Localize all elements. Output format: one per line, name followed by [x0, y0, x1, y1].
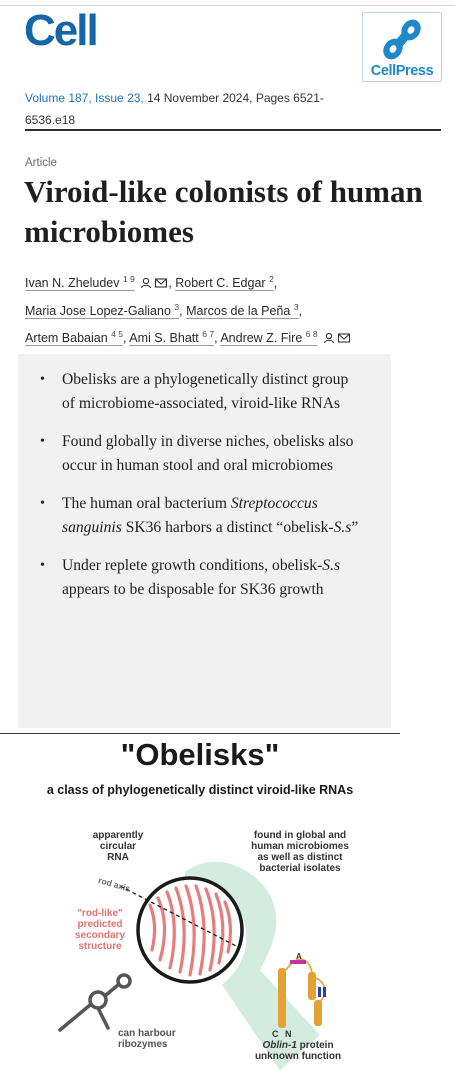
- label-ribozymes: can harbour ribozymes: [118, 1028, 176, 1050]
- highlight-text: Obelisks are a phylogenetically distinct group of microbiome-associated, viroid-like RNAs: [62, 371, 349, 412]
- affiliation-refs[interactable]: 1 9: [122, 274, 135, 284]
- cell-journal-logo[interactable]: Cell: [24, 6, 97, 55]
- affiliation-refs[interactable]: 4 5: [111, 329, 123, 340]
- label-circular-rna: apparently circular RNA: [92, 830, 144, 863]
- highlight-text: SK36 harbors a distinct “obelisk-: [121, 519, 334, 536]
- author-link[interactable]: [220, 331, 317, 345]
- label-rod-axis: rod axis: [97, 875, 132, 894]
- species-abbrev: S.s: [322, 557, 341, 574]
- author-link[interactable]: [175, 276, 274, 290]
- author-link[interactable]: [25, 276, 135, 290]
- citation-details: 14 November 2024, Pages 6521-6536.e18: [25, 91, 324, 127]
- label-n-terminus: N: [285, 1029, 292, 1039]
- citation-line: [25, 87, 340, 131]
- label-oblin-protein: [248, 1040, 348, 1062]
- affiliation-refs[interactable]: 6 8: [305, 329, 318, 340]
- cellpress-label: CellPress: [370, 63, 434, 79]
- affiliation-refs[interactable]: 3: [293, 301, 299, 312]
- label-rod-like: "rod-like" predicted secondary structure: [74, 908, 126, 952]
- highlight-item: [18, 492, 391, 540]
- cellpress-logo[interactable]: [362, 12, 442, 82]
- species-name: Streptococcus sanguinis: [62, 495, 318, 536]
- author-link[interactable]: [25, 331, 123, 345]
- affiliation-refs[interactable]: 6 7: [202, 329, 215, 340]
- author-link[interactable]: [129, 331, 214, 345]
- species-abbrev: S.s: [333, 519, 352, 536]
- highlight-item: [18, 368, 391, 416]
- author-name: Maria Jose Lopez-Galiano: [25, 303, 171, 318]
- author-list: Ivan N. Zheludev $^{1 9}$ , Robert C. Edgar $^2$, Maria Jose Lopez-Galiano $^3$, Marcos de la Peña $^3$, Artem Babaian $^{4 5}$, Ami S. Bhatt $^{6 7}$, Andrew Z. Fire $^{6 8}$: [25, 268, 445, 351]
- author-link[interactable]: [25, 301, 180, 318]
- article-title: Viroid-like colonists of human microbiomes: [24, 174, 423, 249]
- author-name: Marcos de la Peña: [186, 303, 291, 318]
- author-name: Robert C. Edgar: [175, 276, 266, 291]
- graphical-abstract-divider: [0, 733, 400, 734]
- highlight-item: [18, 554, 391, 602]
- author-name: Ivan N. Zheludev: [25, 276, 120, 291]
- author-name: Ami S. Bhatt: [129, 331, 199, 346]
- highlight-text: ”: [351, 519, 359, 536]
- label-c-terminus: C: [272, 1029, 279, 1039]
- graphical-abstract-title: "Obelisks": [120, 737, 280, 772]
- article-type: Article: [25, 157, 57, 169]
- highlights-box: [18, 354, 391, 728]
- ribozyme-icon: [60, 975, 130, 1030]
- highlights-list: [18, 368, 391, 616]
- highlight-item: [18, 430, 391, 478]
- graphical-abstract-subtitle: a class of phylogenetically distinct viroid-like RNAs: [46, 783, 354, 797]
- highlight-text: appears to be disposable for SK36 growth: [62, 581, 324, 598]
- oblin-desc: protein unknown function: [254, 1040, 342, 1062]
- affiliation-refs[interactable]: 3: [174, 301, 180, 312]
- highlight-text: The human oral bacterium: [62, 495, 231, 512]
- oblin-name: Oblin-1: [262, 1040, 297, 1051]
- citation-divider: [25, 129, 441, 131]
- affiliation-refs[interactable]: 2: [269, 274, 274, 284]
- person-mail-icons[interactable]: [323, 332, 351, 344]
- person-mail-icons[interactable]: [140, 277, 168, 289]
- highlight-text: Found globally in diverse niches, obelisks also occur in human stool and oral microbiomes: [62, 433, 354, 474]
- cellpress-mark-icon: [377, 15, 429, 63]
- label-a: A: [296, 952, 302, 961]
- highlight-text: Under replete growth conditions, obelisk-: [62, 557, 323, 574]
- volume-issue-link[interactable]: Volume 187, Issue 23,: [25, 91, 144, 105]
- author-name: Andrew Z. Fire: [220, 331, 303, 346]
- author-name: Artem Babaian: [25, 331, 108, 346]
- label-global-microbiomes: found in global and human microbiomes as well as distinct bacterial isolates: [251, 830, 349, 874]
- author-link[interactable]: [186, 301, 299, 318]
